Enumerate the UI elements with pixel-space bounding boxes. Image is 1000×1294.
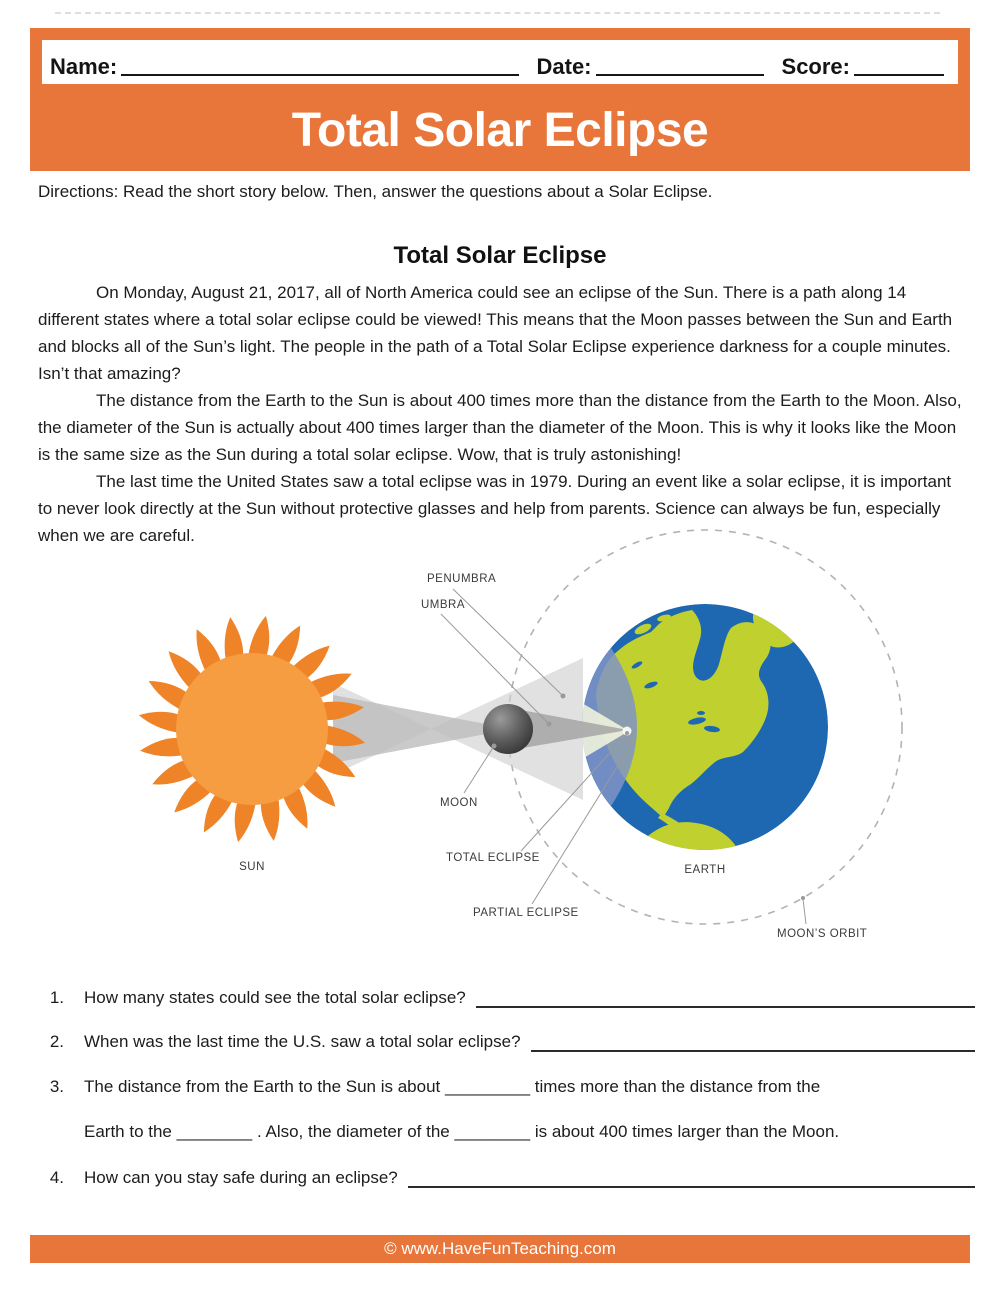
question-4 — [38, 1167, 975, 1188]
earth-graphic — [582, 600, 828, 865]
perforation-line — [55, 12, 940, 14]
umbra-label: UMBRA — [421, 599, 466, 611]
question-number: 3. — [49, 1077, 64, 1096]
sun-label: SUN — [239, 861, 265, 873]
solar-eclipse-diagram — [0, 525, 1000, 965]
question-1 — [38, 987, 975, 1008]
story-body — [38, 279, 964, 549]
question-text: Earth to the ________ . Also, the diameter of the ________ is about 400 times larger than the Moon. — [84, 1122, 840, 1141]
penumbra-label: PENUMBRA — [427, 573, 497, 585]
date-label: Date: — [536, 54, 592, 79]
question-text: The distance from the Earth to the Sun is about _________ times more than the distance from the — [84, 1077, 821, 1096]
footer-copyright: © www.HaveFunTeaching.com — [384, 1239, 616, 1258]
directions-text: Directions: Read the short story below. Then, answer the questions about a Solar Eclipse. — [38, 182, 713, 201]
answer-blank-line — [476, 987, 975, 1008]
moon-graphic — [483, 704, 533, 754]
name-blank-line — [121, 54, 518, 76]
question-text: When was the last time the U.S. saw a total solar eclipse? — [84, 1032, 521, 1051]
story-paragraph: On Monday, August 21, 2017, all of North America could see an eclipse of the Sun. There is a path along 14 different states where a total solar eclipse could be viewed! This means that the Moon passes between the Sun and Earth and blocks all of the Sun’s light. The people in the path of a Total Solar Eclipse experience darkness for a couple minutes. Isn’t that amazing? — [38, 283, 953, 383]
question-number: 1. — [49, 988, 64, 1007]
sun-graphic — [139, 616, 365, 842]
worksheet-title: Total Solar Eclipse — [291, 103, 709, 157]
earth-label: EARTH — [684, 864, 726, 876]
story-title: Total Solar Eclipse — [393, 242, 607, 269]
question-3 — [38, 1077, 975, 1097]
moon-label: MOON — [440, 797, 478, 809]
date-blank-line — [596, 54, 764, 76]
score-blank-line — [854, 54, 944, 76]
question-number: 2. — [49, 1032, 64, 1051]
partial-eclipse-label: PARTIAL ECLIPSE — [473, 907, 579, 919]
footer-banner — [30, 1235, 970, 1263]
moons-orbit-label: MOON’S ORBIT — [777, 928, 868, 940]
name-label: Name: — [50, 54, 118, 79]
score-label: Score: — [781, 54, 850, 79]
question-text: How many states could see the total solar eclipse? — [84, 988, 466, 1007]
name-date-score-strip — [42, 40, 958, 84]
answer-blank-line — [531, 1031, 975, 1052]
question-number: 4. — [49, 1168, 64, 1187]
header-banner — [30, 28, 970, 171]
total-eclipse-label: TOTAL ECLIPSE — [446, 852, 540, 864]
question-text: How can you stay safe during an eclipse? — [84, 1168, 398, 1187]
question-2 — [38, 1031, 975, 1052]
story-paragraph: The distance from the Earth to the Sun is about 400 times more than the distance from the Earth to the Moon. Also, the diameter of the Sun is actually about 400 times larger than the diameter of the Moon. This is why it looks like the Moon is the same size as the Sun during a total solar eclipse. Wow, that is truly astonishing! — [38, 391, 962, 464]
story-paragraph: The last time the United States saw a total eclipse was in 1979. During an event like a solar eclipse, it is important to never look directly at the Sun without protective glasses and help from parents. Science can always be fun, especially when we are careful. — [38, 472, 952, 545]
question-3-line-2 — [38, 1122, 975, 1142]
answer-blank-line — [408, 1167, 975, 1188]
